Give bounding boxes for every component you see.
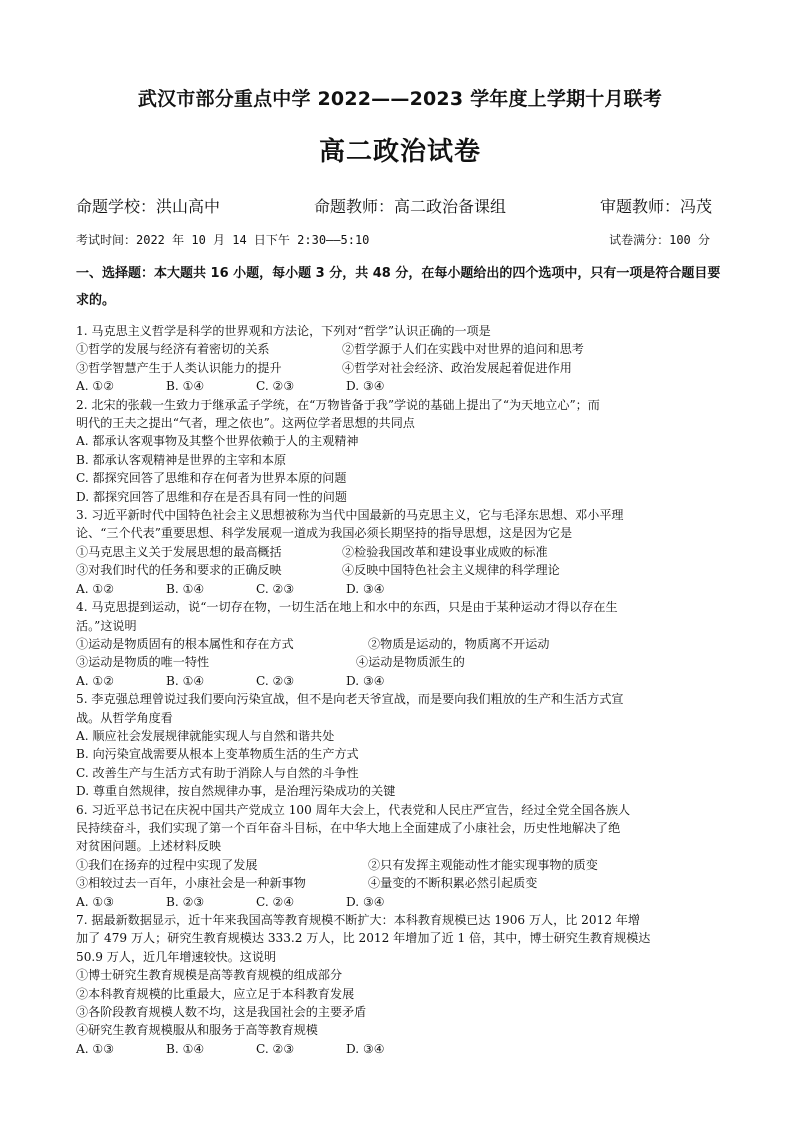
statement: ①我们在扬弃的过程中实现了发展: [76, 857, 258, 872]
choice-c: C. ②④: [256, 894, 295, 909]
question-stem: 3. 习近平新时代中国特色社会主义思想被称为当代中国最新的马克思主义，它与毛泽东思想、邓小平理: [76, 508, 624, 523]
question-1: [76, 322, 724, 396]
statement-row: [76, 874, 724, 892]
question-3: [76, 506, 724, 598]
statement-row: [76, 653, 724, 671]
statement: ②本科教育规模的比重最大，应立足于本科教育发展: [76, 986, 355, 1001]
choice-c: C. ②③: [256, 379, 295, 394]
answer-choices: [76, 377, 724, 395]
option-d: D. 尊重自然规律，按自然规律办事，是治理污染成功的关键: [76, 784, 396, 799]
question-stem: 明代的王夫之提出“气者，理之依也”。这两位学者思想的共同点: [76, 416, 415, 431]
question-stem: 活。”这说明: [76, 618, 137, 633]
statement: ④研究生教育规模服从和服务于高等教育规模: [76, 1023, 318, 1038]
choice-a: A. ①③: [76, 894, 115, 909]
choice-c: C. ②③: [256, 673, 295, 688]
choice-c: C. ②③: [256, 581, 295, 596]
statement: ③哲学智慧产生于人类认识能力的提升: [76, 360, 282, 375]
answer-choices: [76, 1040, 724, 1058]
setting-teacher: 命题教师：高二政治备课组: [313, 197, 506, 216]
statement: ④量变的不断积累必然引起质变: [368, 876, 538, 891]
choice-d: D. ③④: [346, 1041, 385, 1056]
statement: ③运动是物质的唯一特性: [76, 655, 210, 670]
statement: ①博士研究生教育规模是高等教育规模的组成部分: [76, 968, 343, 983]
statement: ④哲学对社会经济、政治发展起着促进作用: [342, 360, 572, 375]
exam-subject-title: 高二政治试卷: [318, 137, 481, 167]
question-6: [76, 801, 724, 911]
question-stem: 2. 北宋的张载一生致力于继承孟子学统，在“万物皆备于我”学说的基础上提出了“为天地立心”；而: [76, 397, 600, 412]
question-stem: 6. 习近平总书记在庆祝中国共产党成立 100 周年大会上，代表党和人民庄严宣告，经过全党全国各族人: [76, 802, 631, 817]
question-2: [76, 396, 724, 506]
statement: ③相较过去一百年，小康社会是一种新事物: [76, 876, 306, 891]
option-a: A. 都承认客观事物及其整个世界依赖于人的主观精神: [76, 434, 359, 449]
choice-b: B. ②③: [166, 894, 205, 909]
statement-row: [76, 561, 724, 579]
choice-b: B. ①④: [166, 581, 205, 596]
exam-time: 考试时间：2022 年 10 月 14 日下午 2:30——5:10: [76, 233, 370, 247]
question-stem: 4. 马克思提到运动，说“一切存在物，一切生活在地上和水中的东西，只是由于某种运动才得以存在生: [76, 600, 618, 615]
exam-meta-row: [76, 194, 724, 217]
question-4: [76, 598, 724, 690]
choice-a: A. ①②: [76, 581, 115, 596]
statement-row: [76, 635, 724, 653]
choice-a: A. ①③: [76, 1041, 115, 1056]
choice-b: B. ①④: [166, 1041, 205, 1056]
option-d: D. 都探究回答了思维和存在是否具有同一性的问题: [76, 489, 347, 504]
statement-row: [76, 856, 724, 874]
review-teacher: 审题教师：冯茂: [599, 197, 712, 216]
question-stem: 对贫困问题。上述材料反映: [76, 839, 222, 854]
answer-choices: [76, 580, 724, 598]
choice-a: A. ①②: [76, 379, 115, 394]
statement: ④运动是物质派生的: [356, 655, 465, 670]
exam-info-row: [76, 231, 724, 248]
statement: ②哲学源于人们在实践中对世界的追问和思考: [342, 342, 584, 357]
question-stem: 5. 李克强总理曾说过我们要向污染宣战，但不是向老天爷宣战，而是要向我们粗放的生产和生活方式宣: [76, 692, 624, 707]
question-stem: 民持续奋斗，我们实现了第一个百年奋斗目标，在中华大地上全面建成了小康社会，历史性地解决了绝: [76, 820, 621, 835]
choice-d: D. ③④: [346, 673, 385, 688]
choice-b: B. ①④: [166, 673, 205, 688]
statement: ①哲学的发展与经济有着密切的关系: [76, 342, 270, 357]
statement-row: [76, 359, 724, 377]
answer-choices: [76, 672, 724, 690]
option-c: C. 改善生产与生活方式有助于消除人与自然的斗争性: [76, 765, 359, 780]
choice-d: D. ③④: [346, 581, 385, 596]
question-stem: 战。从哲学角度看: [76, 710, 173, 725]
question-stem: 1. 马克思主义哲学是科学的世界观和方法论，下列对“哲学”认识正确的一项是: [76, 324, 491, 338]
statement: ②检验我国改革和建设事业成败的标准: [342, 544, 548, 559]
question-stem: 加了 479 万人；研究生教育规模达 333.2 万人，比 2012 年增加了近 1 倍，其中，博士研究生教育规模达: [76, 931, 651, 946]
option-b: B. 向污染宣战需要从根本上变革物质生活的生产方式: [76, 747, 359, 762]
question-5: [76, 690, 724, 800]
answer-choices: [76, 893, 724, 911]
statement: ③对我们时代的任务和要求的正确反映: [76, 563, 282, 578]
exam-header-title: 武汉市部分重点中学 2022——2023 学年度上学期十月联考: [137, 88, 663, 110]
question-stem: 7. 据最新数据显示，近十年来我国高等教育规模不断扩大：本科教育规模已达 1906 万人，比 2012 年增: [76, 913, 640, 927]
statement: ④反映中国特色社会主义规律的科学理论: [342, 563, 560, 578]
question-7: [76, 911, 724, 1058]
option-a: A. 顺应社会发展规律就能实现人与自然和谐共处: [76, 728, 335, 743]
statement: ②物质是运动的，物质离不开运动: [368, 636, 550, 651]
choice-b: B. ①④: [166, 379, 205, 394]
statement: ②只有发挥主观能动性才能实现事物的质变: [368, 857, 598, 872]
statement-row: [76, 543, 724, 561]
option-b: B. 都承认客观精神是世界的主宰和本原: [76, 452, 287, 467]
choice-a: A. ①②: [76, 673, 115, 688]
question-stem: 50.9 万人，近几年增速较快。这说明: [76, 949, 277, 964]
question-list: [76, 322, 724, 1058]
section-instruction: 一、选择题：本大题共 16 小题，每小题 3 分，共 48 分，在每小题给出的四个选项中，只有一项是符合题目要求的。: [76, 266, 721, 308]
statement: ①马克思主义关于发展思想的最高概括: [76, 544, 282, 559]
choice-c: C. ②③: [256, 1041, 295, 1056]
statement-row: [76, 340, 724, 358]
exam-full-score: 试卷满分：100 分: [609, 233, 710, 247]
statement: ③各阶段教育规模人数不均，这是我国社会的主要矛盾: [76, 1005, 367, 1020]
statement: ①运动是物质固有的根本属性和存在方式: [76, 636, 294, 651]
choice-d: D. ③④: [346, 894, 385, 909]
setting-school: 命题学校：洪山高中: [76, 197, 221, 216]
option-c: C. 都探究回答了思维和存在何者为世界本原的问题: [76, 471, 347, 486]
question-stem: 论、“三个代表”重要思想、科学发展观一道成为我国必须长期坚持的指导思想，这是因为它是: [76, 526, 573, 541]
choice-d: D. ③④: [346, 379, 385, 394]
